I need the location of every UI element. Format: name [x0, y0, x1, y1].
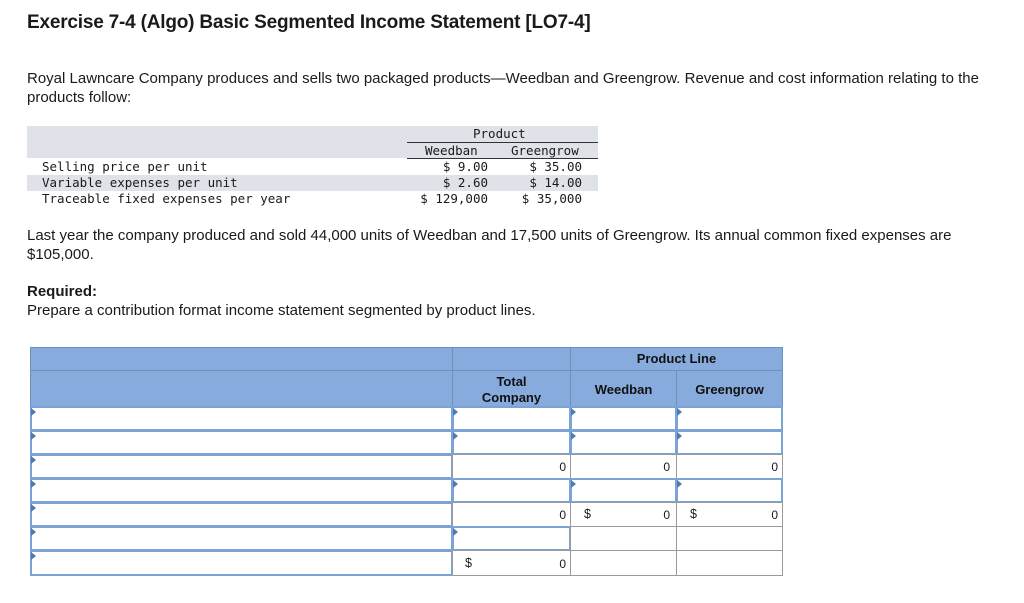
greengrow-header: Greengrow — [695, 382, 764, 397]
total-company-header: Total Company — [481, 374, 542, 405]
dropdown-marker-icon — [31, 504, 36, 512]
header-label-cell — [30, 370, 453, 407]
row3-greengrow-cell — [676, 454, 783, 479]
row6-total-input[interactable] — [452, 526, 571, 551]
dollar-sign: $ — [584, 507, 591, 521]
exercise-title: Exercise 7-4 (Algo) Basic Segmented Income Statement [LO7-4] — [27, 12, 591, 33]
header-label-cell — [30, 347, 453, 371]
row1-total-input[interactable] — [452, 406, 571, 431]
computed-value: 0 — [771, 460, 778, 474]
dropdown-marker-icon — [453, 432, 458, 440]
weedban-value: $ 129,000 — [420, 191, 488, 206]
row4-greengrow-input[interactable] — [676, 478, 783, 503]
table-row — [27, 191, 598, 207]
product-line-header-cell — [570, 347, 783, 371]
row2-label-input[interactable] — [30, 430, 453, 455]
row6-weedban-cell — [570, 526, 677, 551]
row2-greengrow-input[interactable] — [676, 430, 783, 455]
dollar-sign: $ — [465, 556, 472, 570]
row7-total-cell — [452, 550, 571, 576]
dropdown-marker-icon — [571, 480, 576, 488]
weedban-column-header: Weedban — [425, 143, 478, 158]
row4-total-input[interactable] — [452, 478, 571, 503]
dropdown-marker-icon — [31, 528, 36, 536]
row5-greengrow-cell — [676, 502, 783, 527]
row3-total-cell — [452, 454, 571, 479]
row6-label-input[interactable] — [30, 526, 453, 551]
dropdown-marker-icon — [677, 480, 682, 488]
greengrow-value: $ 35.00 — [529, 159, 582, 174]
dropdown-marker-icon — [31, 456, 36, 464]
row4-weedban-input[interactable] — [570, 478, 677, 503]
weedban-value: $ 9.00 — [442, 159, 488, 174]
row2-total-input[interactable] — [452, 430, 571, 455]
row-label: Traceable fixed expenses per year — [42, 191, 291, 206]
row7-weedban-cell — [570, 550, 677, 576]
row3-label-input[interactable] — [30, 454, 453, 479]
row7-label-input[interactable] — [30, 550, 453, 576]
dropdown-marker-icon — [453, 528, 458, 536]
computed-value: 0 — [559, 460, 566, 474]
dropdown-marker-icon — [571, 408, 576, 416]
row1-weedban-input[interactable] — [570, 406, 677, 431]
greengrow-header-cell — [676, 370, 783, 407]
row5-total-cell — [452, 502, 571, 527]
weedban-value: $ 2.60 — [442, 175, 488, 190]
table-row — [27, 159, 598, 175]
dropdown-marker-icon — [31, 552, 36, 560]
table-row — [27, 175, 598, 191]
row-label: Selling price per unit — [42, 159, 208, 174]
row3-weedban-cell — [570, 454, 677, 479]
required-label: Required: — [27, 283, 98, 300]
greengrow-value: $ 35,000 — [521, 191, 582, 206]
row2-weedban-input[interactable] — [570, 430, 677, 455]
dropdown-marker-icon — [31, 480, 36, 488]
row1-greengrow-input[interactable] — [676, 406, 783, 431]
weedban-header-cell — [570, 370, 677, 407]
dropdown-marker-icon — [453, 408, 458, 416]
computed-value: 0 — [663, 460, 670, 474]
row7-greengrow-cell — [676, 550, 783, 576]
header-total-top-cell — [452, 347, 571, 371]
row-label: Variable expenses per unit — [42, 175, 238, 190]
dollar-sign: $ — [690, 507, 697, 521]
computed-value: 0 — [663, 508, 670, 522]
last-year-paragraph: Last year the company produced and sold 44,000 units of Weedban and 17,500 units of Greengrow. Its annual common fixed expenses are $105,000. — [27, 227, 952, 263]
dropdown-marker-icon — [677, 432, 682, 440]
row4-label-input[interactable] — [30, 478, 453, 503]
intro-paragraph: Royal Lawncare Company produces and sells two packaged products—Weedban and Greengrow. Revenue and cost information relating to the products follow: — [27, 70, 979, 106]
computed-value: 0 — [559, 557, 566, 571]
computed-value: 0 — [771, 508, 778, 522]
row1-label-input[interactable] — [30, 406, 453, 431]
product-group-header: Product — [473, 126, 526, 141]
row5-weedban-cell — [570, 502, 677, 527]
row5-label-input[interactable] — [30, 502, 453, 527]
dropdown-marker-icon — [453, 480, 458, 488]
dropdown-marker-icon — [31, 432, 36, 440]
greengrow-value: $ 14.00 — [529, 175, 582, 190]
required-text: Prepare a contribution format income statement segmented by product lines. — [27, 302, 536, 319]
greengrow-column-header: Greengrow — [511, 143, 579, 158]
dropdown-marker-icon — [677, 408, 682, 416]
dropdown-marker-icon — [31, 408, 36, 416]
row6-greengrow-cell — [676, 526, 783, 551]
total-company-header-cell — [452, 370, 571, 407]
weedban-header: Weedban — [594, 382, 653, 397]
product-line-header: Product Line — [636, 351, 717, 366]
computed-value: 0 — [559, 508, 566, 522]
dropdown-marker-icon — [571, 432, 576, 440]
